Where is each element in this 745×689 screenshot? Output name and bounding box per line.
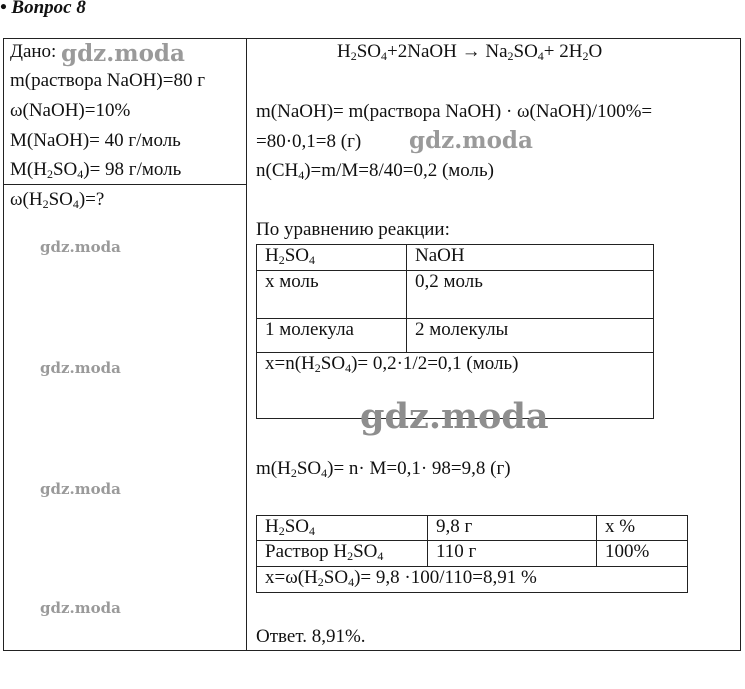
- given-line: ω(NaOH)=10%: [10, 100, 131, 121]
- answer-line: Ответ. 8,91%.: [256, 626, 366, 647]
- table-cell: 1 молекула: [257, 319, 407, 353]
- table-cell: $H_2SO_4$: [257, 245, 407, 271]
- table-cell: $x=n(H_2SO_4)= 0,2\cdot 1/2=0,1$ (моль): [257, 353, 654, 419]
- watermark: gdz.moda: [360, 396, 549, 437]
- watermark: gdz.moda: [40, 359, 121, 377]
- given-line: $M(H_2SO_4)= 98$ г/моль: [10, 159, 182, 181]
- table-cell: $H_2SO_4$: [257, 516, 428, 541]
- table-cell: 9,8 г: [428, 516, 597, 541]
- table-cell: 0,2 моль: [407, 271, 654, 319]
- table-cell: x %: [597, 516, 688, 541]
- equation-caption: По уравнению реакции:: [256, 219, 450, 240]
- table-cell: x моль: [257, 271, 407, 319]
- table-cell: Раствор $H_2SO_4$: [257, 541, 428, 567]
- question-title: • Вопрос 8: [0, 0, 86, 18]
- calc-line: $m(H_2SO_4)= n\cdot M=0,1\cdot 98=9,8$ (г): [256, 458, 511, 480]
- calc-line: =80·0,1=8 (г): [256, 131, 362, 152]
- calc-line: $n(CH_4)=m/M=8/40=0,2$ (моль): [256, 160, 495, 182]
- find-line: $\omega(H_2SO_4)=$?: [10, 189, 105, 211]
- table-row: [257, 516, 688, 541]
- given-divider: [3, 184, 247, 185]
- table-row: [257, 245, 654, 271]
- watermark: gdz.moda: [40, 238, 121, 256]
- table-cell: 110 г: [428, 541, 597, 567]
- reaction-equation: $H_2SO_4+2NaOH \to Na_2SO_4+ 2H_2O$: [337, 41, 603, 63]
- table-row: [257, 567, 688, 593]
- watermark: gdz.moda: [40, 480, 121, 498]
- watermark: gdz.moda: [40, 599, 121, 617]
- table-row: [257, 541, 688, 567]
- watermark: gdz.moda: [409, 127, 533, 154]
- table-cell: 100%: [597, 541, 688, 567]
- table-cell: $x=\omega(H_2SO_4)= 9,8 \cdot 100/110=8,91$ %: [257, 567, 688, 593]
- given-line: m(раствора NaOH)=80 г: [10, 70, 205, 91]
- table-cell: 2 молекулы: [407, 319, 654, 353]
- table-cell: NaOH: [407, 245, 654, 271]
- ratio-table: [256, 244, 654, 419]
- given-line: M(NaOH)= 40 г/моль: [10, 130, 181, 151]
- table-row: [257, 271, 654, 319]
- percent-table: [256, 515, 688, 593]
- watermark: gdz.moda: [61, 40, 185, 67]
- given-label: Дано:: [10, 41, 57, 62]
- column-divider: [246, 38, 247, 651]
- calc-line: m(NaOH)= m(раствора NaOH) · ω(NaOH)/100%=: [256, 101, 653, 122]
- table-row: [257, 319, 654, 353]
